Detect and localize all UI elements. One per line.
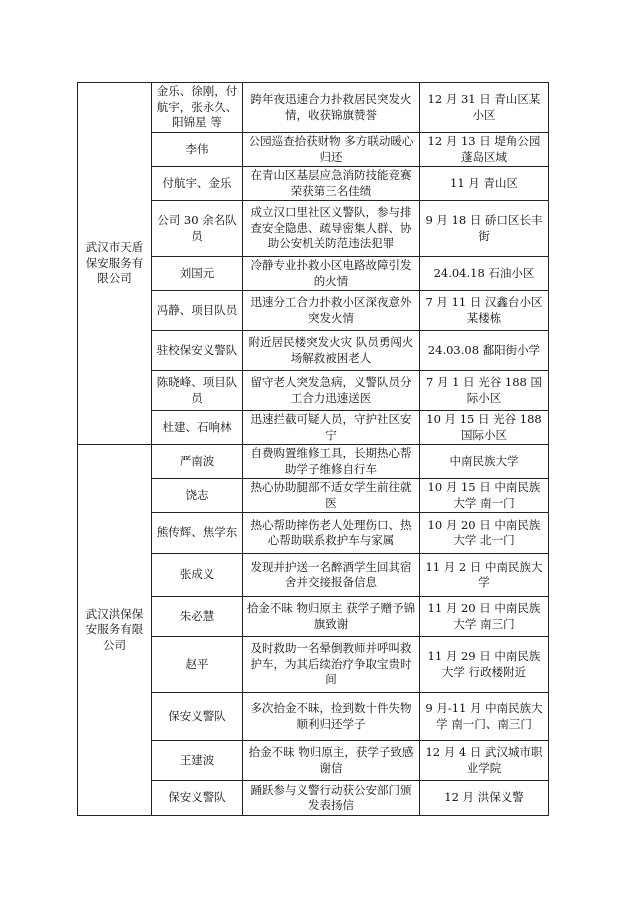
event-cell: 拾金不昧 物归原主，获学子致感谢信 [243, 741, 420, 781]
time-place-cell: 12 月 31 日 青山区某小区 [420, 83, 549, 133]
table-row [78, 83, 549, 133]
time-place-cell: 11 月 20 日 中南民族大学 南三门 [420, 597, 549, 637]
person-cell: 严南波 [152, 445, 243, 479]
time-place-cell: 12 月 13 日 堤角公园蓬岛区域 [420, 133, 549, 167]
time-place-cell: 11 月 29 日 中南民族大学 行政楼附近 [420, 637, 549, 693]
event-cell: 附近居民楼突发火灾 队员勇闯火场解救被困老人 [243, 331, 420, 371]
time-place-cell: 11 月 青山区 [420, 167, 549, 201]
event-cell: 踊跃参与义警行动获公安部门颁发表扬信 [243, 781, 420, 816]
event-cell: 在青山区基层应急消防技能竞赛荣获第三名佳绩 [243, 167, 420, 201]
event-cell: 冷静专业扑救小区电路故障引发的火情 [243, 257, 420, 291]
table-row [78, 445, 549, 479]
event-cell: 多次拾金不昧，捡到数十件失物顺利归还学子 [243, 693, 420, 741]
person-cell: 冯静、项目队员 [152, 291, 243, 331]
event-cell: 成立汉口里社区义警队，参与排查安全隐患、疏导密集人群、协助公安机关防范违法犯罪 [243, 201, 420, 257]
person-cell: 王建波 [152, 741, 243, 781]
person-cell: 熊传辉、焦学东 [152, 513, 243, 554]
event-cell: 发现并护送一名醉酒学生回其宿舍并交接报备信息 [243, 554, 420, 597]
person-cell: 保安义警队 [152, 693, 243, 741]
honor-table [77, 82, 549, 816]
event-cell: 拾金不昧 物归原主 获学子赠予锦旗致谢 [243, 597, 420, 637]
time-place-cell: 24.03.08 鄱阳街小学 [420, 331, 549, 371]
person-cell: 饶志 [152, 479, 243, 513]
time-place-cell: 中南民族大学 [420, 445, 549, 479]
company-name-cell: 武汉市天盾保安服务有限公司 [78, 83, 152, 445]
time-place-cell: 9 月-11 月 中南民族大学 南一门、南三门 [420, 693, 549, 741]
person-cell: 保安义警队 [152, 781, 243, 816]
person-cell: 杜建、石响林 [152, 411, 243, 445]
event-cell: 公园巡查拾获财物 多方联动暖心归还 [243, 133, 420, 167]
time-place-cell: 11 月 2 日 中南民族大学 [420, 554, 549, 597]
time-place-cell: 10 月 15 日 光谷 188 国际小区 [420, 411, 549, 445]
event-cell: 热心协助腿部不适女学生前往就医 [243, 479, 420, 513]
event-cell: 留守老人突发急病，义警队员分工合力迅速送医 [243, 371, 420, 411]
person-cell: 刘国元 [152, 257, 243, 291]
person-cell: 公司 30 余名队员 [152, 201, 243, 257]
person-cell: 驻校保安义警队 [152, 331, 243, 371]
event-cell: 跨年夜迅速合力扑救居民突发火情，收获锦旗赞誉 [243, 83, 420, 133]
event-cell: 及时救助一名晕倒教师并呼叫救护车，为其后续治疗争取宝贵时间 [243, 637, 420, 693]
event-cell: 迅速分工合力扑救小区深夜意外突发火情 [243, 291, 420, 331]
person-cell: 朱必慧 [152, 597, 243, 637]
person-cell: 赵平 [152, 637, 243, 693]
person-cell: 付航宇、金乐 [152, 167, 243, 201]
time-place-cell: 9 月 18 日 硚口区长丰街 [420, 201, 549, 257]
time-place-cell: 12 月 4 日 武汉城市职业学院 [420, 741, 549, 781]
time-place-cell: 12 月 洪保义警 [420, 781, 549, 816]
person-cell: 陈晓峰、项目队员 [152, 371, 243, 411]
time-place-cell: 7 月 11 日 汉鑫台小区某楼栋 [420, 291, 549, 331]
event-cell: 迅速拦截可疑人员，守护社区安宁 [243, 411, 420, 445]
company-name-cell: 武汉洪保保安服务有限公司 [78, 445, 152, 816]
time-place-cell: 24.04.18 石油小区 [420, 257, 549, 291]
person-cell: 李伟 [152, 133, 243, 167]
event-cell: 热心帮助摔伤老人处理伤口、热心帮助联系救护车与家属 [243, 513, 420, 554]
person-cell: 张成义 [152, 554, 243, 597]
time-place-cell: 10 月 15 日 中南民族大学 南一门 [420, 479, 549, 513]
person-cell: 金乐、徐刚，付航宇，张永久、阳锦星 等 [152, 83, 243, 133]
event-cell: 自费购置维修工具，长期热心帮助学子维修自行车 [243, 445, 420, 479]
time-place-cell: 10 月 20 日 中南民族大学 北一门 [420, 513, 549, 554]
time-place-cell: 7 月 1 日 光谷 188 国际小区 [420, 371, 549, 411]
